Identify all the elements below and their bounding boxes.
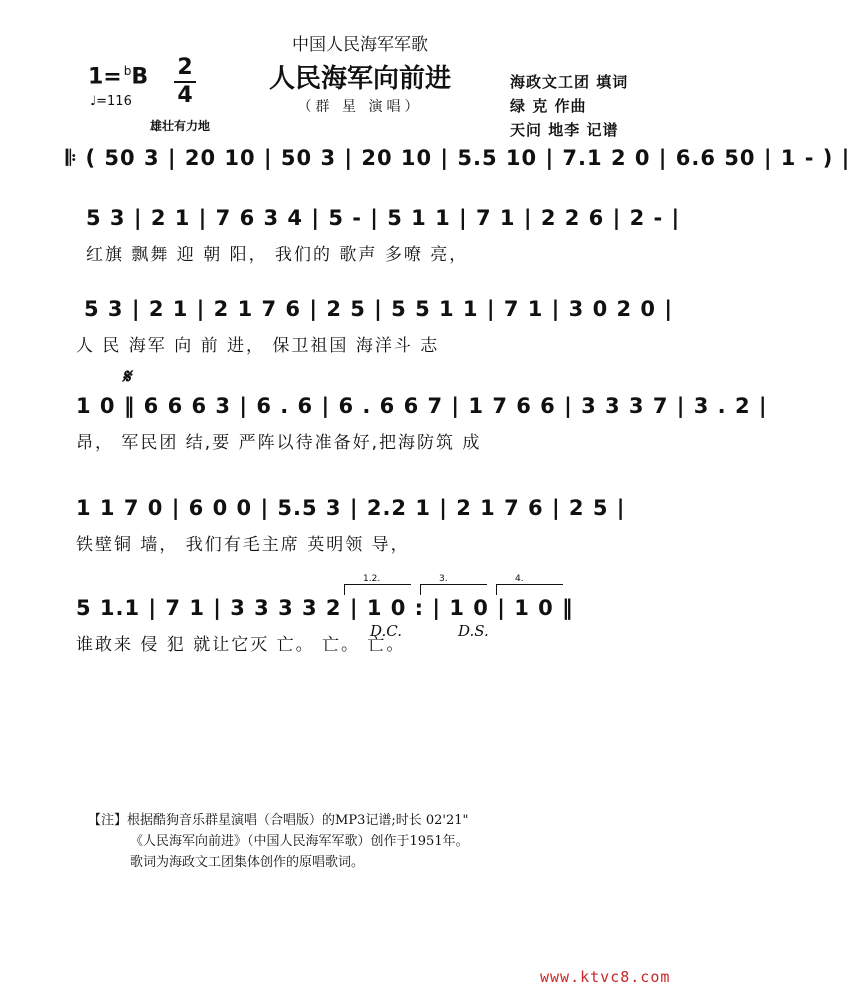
footnote-line-1 <box>88 810 469 831</box>
footnote-line-3: 歌词为海政文工团集体创作的原唱歌词。 <box>130 855 365 870</box>
credit-transcription: 天问 地李 记谱 <box>510 121 619 139</box>
credit-lyrics: 海政文工团 填词 <box>510 73 629 91</box>
volta-label-2: 3. <box>439 574 448 584</box>
volta-bracket-2 <box>420 574 487 595</box>
score-row-3-notes: 5 3 | 2 1 | 2 1 7 6 | 2 5 | 5 5 1 1 | 7 1 | 3 0 2 0 | <box>84 297 674 321</box>
volta-bracket-3 <box>496 574 563 595</box>
score-row-6-notes: 5 1.1 | 7 1 | 3 3 3 3 2 | 1 0 : | 1 0 | 1 0 ‖ <box>76 596 574 620</box>
watermark: www.ktvc8.com <box>540 968 671 986</box>
credit-music: 绿 克 作曲 <box>510 97 587 115</box>
segno-sign: 𝄋 <box>122 364 131 388</box>
key-prefix: 1= <box>88 64 122 90</box>
score-row-4-notes: 1 0 ‖ 6 6 6 3 | 6 . 6 | 6 . 6 6 7 | 1 7 6 6 | 3 3 3 7 | 3 . 2 | <box>76 394 768 418</box>
footnote-text-1: 根据酷狗音乐群星演唱（合唱版）的MP3记谱;时长 02'21" <box>127 813 469 828</box>
dal-segno-marking: D.S. <box>458 622 489 640</box>
da-capo-marking: D.C. <box>370 622 402 640</box>
tempo-marking: ♩=116 <box>90 94 132 109</box>
volta-bracket-1 <box>344 574 411 595</box>
meter-bottom: 4 <box>177 83 193 108</box>
score-row-6-lyrics: 谁敢来 侵 犯 就让它灭 亡。 亡。 亡。 <box>76 635 406 655</box>
supertitle: 中国人民海军军歌 <box>292 35 428 55</box>
score-row-5-lyrics: 铁壁铜 墙， 我们有毛主席 英明领 导， <box>76 535 410 555</box>
flat-sign: b <box>123 64 132 78</box>
expression-marking: 雄壮有力地 <box>150 119 211 133</box>
score-row-4-lyrics: 昂， 军民团 结,要 严阵以待准备好,把海防筑 成 <box>76 433 482 453</box>
performer: （群 星 演唱） <box>297 99 423 115</box>
key-note: B <box>131 64 149 90</box>
score-row-2-lyrics: 红旗 飘舞 迎 朝 阳， 我们的 歌声 多嘹 亮， <box>86 245 469 265</box>
credits <box>510 70 628 142</box>
footnote-label: 【注】 <box>88 813 128 828</box>
score-row-1-notes: 𝄆 ( 50 3 | 20 10 | 50 3 | 20 10 | 5.5 10 | 7.1 2 0 | 6.6 50 | 1 - ) | <box>66 146 850 170</box>
volta-label-3: 4. <box>515 574 524 584</box>
score-row-2-notes: 5 3 | 2 1 | 7 6 3 4 | 5 - | 5 1 1 | 7 1 | 2 2 6 | 2 - | <box>86 206 681 230</box>
song-title: 人民海军向前进 <box>268 64 451 94</box>
score-row-3-lyrics: 人 民 海军 向 前 进， 保卫祖国 海洋斗 志 <box>76 336 440 356</box>
footnote-line-2: 《人民海军向前进》（中国人民海军军歌）创作于1951年。 <box>130 834 469 849</box>
meter-top: 2 <box>177 55 193 80</box>
volta-label-1: 1.2. <box>363 574 381 584</box>
score-row-5-notes: 1 1 7 0 | 6 0 0 | 5.5 3 | 2.2 1 | 2 1 7 6 | 2 5 | <box>76 496 626 520</box>
